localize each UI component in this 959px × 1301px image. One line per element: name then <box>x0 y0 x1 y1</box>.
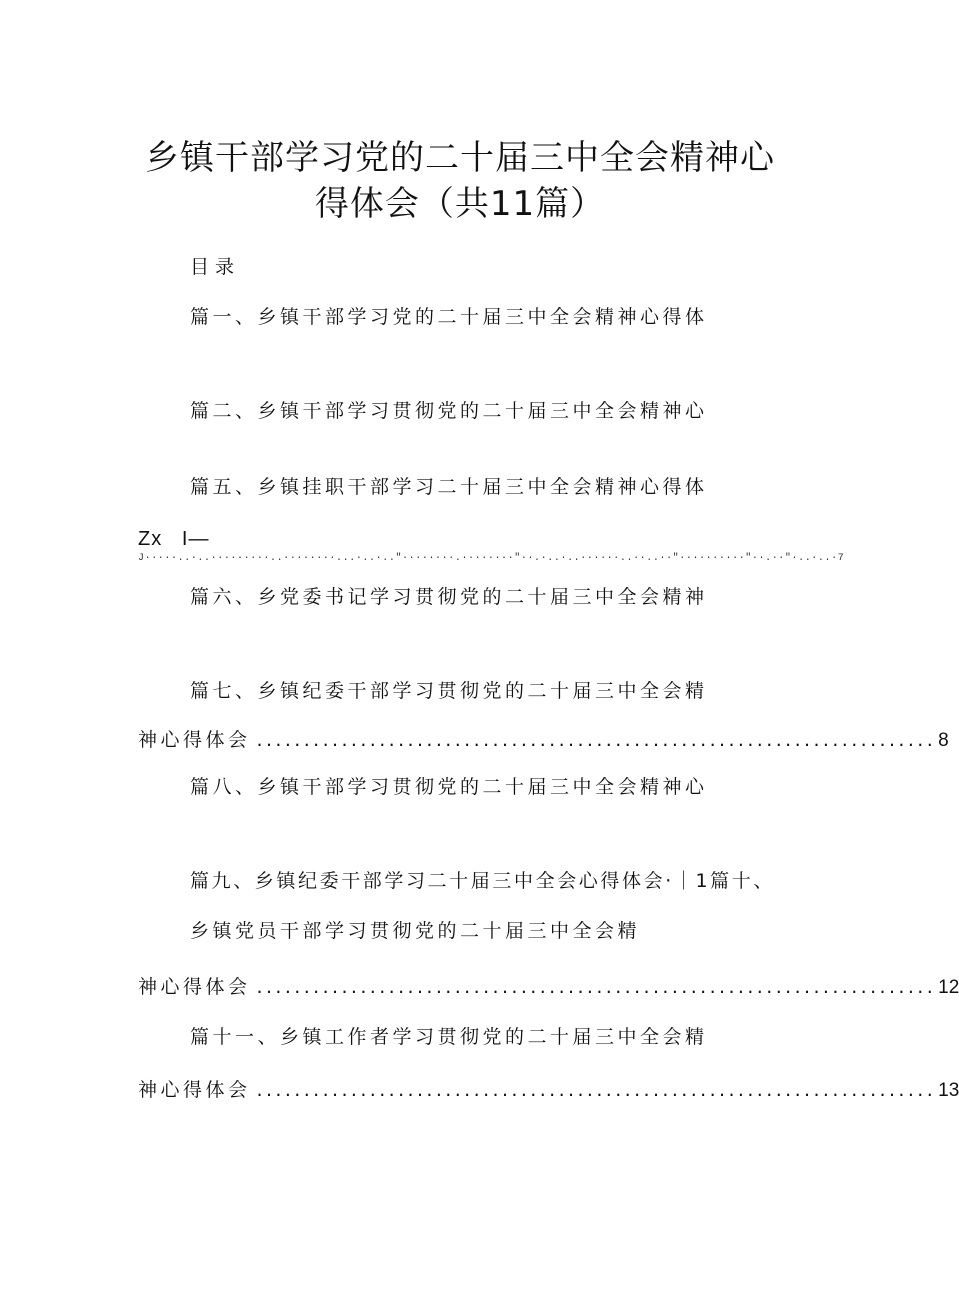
toc-entry-11-continuation <box>138 1077 959 1104</box>
dot-leader: ........................................................................ <box>256 976 937 998</box>
toc-entry-8: 篇八、乡镇干部学习贯彻党的二十届三中全会精神心 <box>190 776 708 798</box>
toc-entry-7-cont-text: 神心得体会 <box>138 729 251 751</box>
dot-leader: ........................................................................ <box>256 1079 937 1101</box>
toc-entry-11: 篇十一、乡镇工作者学习贯彻党的二十届三中全会精 <box>190 1026 708 1048</box>
toc-entry-1: 篇一、乡镇干部学习党的二十届三中全会精神心得体 <box>190 306 708 328</box>
toc-entry-10-page: 12 <box>938 977 959 998</box>
garbled-dot-leader: J·····..·..·········..········...·..·..″········.········″··.·..·..······..··..··″··········″··.··″·..·..·7 <box>138 553 845 564</box>
toc-entry-10-cont-text: 神心得体会 <box>138 976 251 998</box>
toc-entry-7: 篇七、乡镇纪委干部学习贯彻党的二十届三中全会精 <box>190 680 708 702</box>
toc-entry-9: 篇九、乡镇纪委干部学习二十届三中全会心得体会·｜1篇十、 <box>190 870 775 892</box>
toc-entry-11-page: 13 <box>938 1080 959 1101</box>
toc-entry-11-cont-text: 神心得体会 <box>138 1079 251 1101</box>
toc-entry-5: 篇五、乡镇挂职干部学习二十届三中全会精神心得体 <box>190 476 708 498</box>
toc-heading: 目录 <box>190 256 241 278</box>
document-title-line-1: 乡镇干部学习党的二十届三中全会精神心 <box>145 138 775 178</box>
dot-leader: ........................................................................ <box>256 729 937 751</box>
toc-entry-7-page: 8 <box>938 730 949 751</box>
toc-entry-2: 篇二、乡镇干部学习贯彻党的二十届三中全会精神心 <box>190 400 708 422</box>
toc-entry-10: 乡镇党员干部学习贯彻党的二十届三中全会精 <box>190 920 641 942</box>
toc-entry-6: 篇六、乡党委书记学习贯彻党的二十届三中全会精神 <box>190 586 708 608</box>
garbled-text-line: Zx I— <box>138 528 210 550</box>
toc-entry-7-continuation <box>138 727 949 754</box>
toc-entry-10-continuation <box>138 974 959 1001</box>
document-title-line-2: 得体会（共11篇） <box>314 184 606 224</box>
